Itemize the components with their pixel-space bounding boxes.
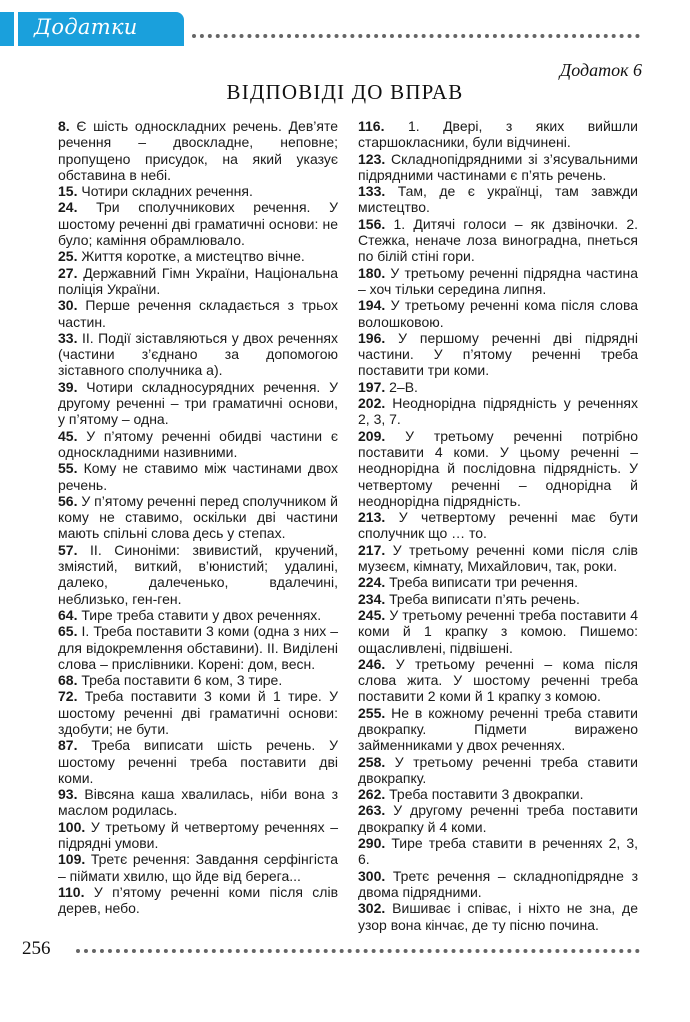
exercise-number: 262.	[358, 786, 386, 803]
exercise-number: 116.	[358, 118, 385, 134]
answer-text: У третьому реченні треба ставити двокрапку.	[358, 753, 638, 786]
answer-item	[58, 542, 338, 607]
answer-item	[358, 754, 638, 787]
answer-text: Треба виписати три речення.	[389, 574, 578, 591]
section-tab	[0, 12, 184, 46]
exercise-number: 65.	[58, 623, 78, 640]
exercise-number: 196.	[358, 329, 386, 346]
exercise-number: 33.	[58, 329, 78, 346]
answer-text: У третьому реченні кома після слова волошковою.	[358, 297, 639, 330]
answer-item	[358, 607, 638, 656]
answer-item	[358, 379, 638, 395]
answer-item	[358, 118, 638, 151]
answer-item	[58, 607, 338, 623]
answer-text: ІІ. Події зіставляються у двох реченнях (частини з’єднано за допомогою зіставного сполучника а).	[58, 329, 339, 379]
exercise-number: 258.	[358, 753, 386, 770]
answer-text: Треба поставити 3 коми й 1 тире. У шостому реченні дві граматичні основи: здобути; не бути.	[58, 688, 338, 737]
appendix-label: Додаток 6	[559, 60, 642, 80]
answer-text: Вишиває і співає, і ніхто не зна, де узор вона кінчає, де ту пісню починa.	[358, 900, 639, 933]
answer-text: Державний Гімн України, Національна поліція України.	[58, 264, 338, 297]
answer-text: Тире треба ставити в реченнях 2, 3, 6.	[358, 835, 639, 868]
footer-dotted-rule	[76, 949, 640, 953]
exercise-number: 263.	[358, 802, 386, 819]
answer-item	[358, 297, 638, 330]
answer-text: Складнопідрядними зі з’ясувальними підрядними частинами є п’ять речень.	[358, 150, 639, 183]
answer-item	[358, 574, 638, 590]
left-column	[58, 118, 338, 917]
exercise-number: 93.	[58, 786, 78, 803]
answer-item	[358, 183, 638, 216]
answer-item	[58, 330, 338, 379]
exercise-number: 213.	[358, 509, 386, 526]
exercise-number: 39.	[58, 378, 78, 395]
answer-text: Тире треба ставити у двох реченнях.	[81, 606, 322, 623]
answer-text: Три сполучникових речення. У шостому реченні дві граматичні основи: не було; каміння обрамлювало.	[58, 199, 338, 249]
answer-text: Не в кожному реченні треба ставити двокрапку. Підмети виражено займенниками у двох реченнях.	[358, 704, 638, 754]
exercise-number: 302.	[358, 900, 386, 917]
section-tab-label: Додатки	[34, 15, 138, 39]
answer-text: Третє речення – складнопідрядне з двома підрядними.	[358, 867, 638, 900]
answer-item	[358, 151, 638, 184]
exercise-number: 217.	[358, 541, 386, 558]
answer-item	[58, 884, 338, 917]
answer-item	[58, 379, 338, 428]
answer-text: 2–В.	[389, 378, 418, 395]
answer-item	[358, 265, 638, 298]
exercise-number: 56.	[58, 492, 78, 509]
answer-item	[58, 672, 338, 688]
answer-text: У четвертому реченні має бути сполучник що … то.	[358, 509, 639, 542]
exercise-number: 8.	[58, 118, 70, 134]
answer-text: Кому не ставимо між частинами двох речень.	[58, 460, 338, 493]
exercise-number: 156.	[358, 215, 386, 232]
answer-text: У першому реченні дві підрядні частини. У п’ятому реченні треба поставити три коми.	[358, 329, 639, 379]
answer-text: Чотири складносурядних речення. У другому реченні – три граматичні основи, у п’ятому – одна.	[58, 378, 339, 428]
exercise-number: 110.	[58, 883, 85, 900]
answer-item	[358, 802, 638, 835]
exercise-number: 123.	[358, 150, 386, 167]
answer-text: Треба виписати п’ять речень.	[389, 590, 580, 607]
answer-text: Перше речення складається з трьох частин.	[58, 297, 339, 330]
answer-text: Там, де є українці, там завжди мистецтво.	[358, 183, 638, 216]
answer-item	[358, 786, 638, 802]
answer-item	[358, 900, 638, 933]
exercise-number: 246.	[358, 655, 386, 672]
exercise-number: 68.	[58, 672, 78, 689]
answer-item	[58, 819, 338, 852]
exercise-number: 57.	[58, 541, 78, 558]
answer-text: У третьому реченні підрядна частина – хоч тільки середина липня.	[358, 264, 639, 297]
answer-text: У третьому реченні коми після слів музеєм, кімнату, Михайлович, так, роки.	[358, 541, 638, 575]
answer-item	[358, 330, 638, 379]
answer-item	[58, 623, 338, 672]
answer-item	[58, 460, 338, 493]
exercise-number: 55.	[58, 460, 78, 477]
exercise-number: 100.	[58, 818, 86, 835]
answer-item	[358, 428, 638, 509]
answer-text: ІІ. Синоніми: звивистий, кручений, зміястий, виткий, в’юнистий; удалині, далеко, далеченько, вдалечині, неблизько, ген-ген.	[58, 541, 339, 607]
answer-text: У п’ятому реченні коми після слів дерев, небо.	[58, 883, 339, 917]
answer-item	[58, 118, 338, 183]
answer-text: Життя коротке, а мистецтво вічне.	[81, 248, 305, 265]
exercise-number: 25.	[58, 248, 78, 265]
answer-text: У третьому й четвертому реченнях – підрядні умови.	[58, 818, 338, 852]
answer-text: 1. Двері, з яких вийшли старшокласники, були відчинені.	[358, 118, 638, 151]
answer-item	[358, 835, 638, 868]
exercise-number: 224.	[358, 574, 386, 591]
answer-text: Треба поставити 6 ком, 3 тире.	[81, 672, 283, 689]
answer-text: У третьому реченні потрібно поставити 4 коми. У цьому реченні – неоднорідна й послідовна підрядність. У четвертому реченні – однорідна й неоднорідна підрядність.	[358, 427, 639, 509]
answer-text: У третьому реченні треба поставити 4 коми й 1 крапку з комою. Пишемо: ощасливлені, підвішені.	[358, 606, 638, 656]
answer-text: Чотири складних речення.	[81, 183, 253, 200]
exercise-number: 64.	[58, 606, 78, 623]
exercise-number: 133.	[358, 183, 386, 200]
exercise-number: 234.	[358, 590, 386, 607]
answer-item	[58, 493, 338, 542]
header-dotted-rule	[192, 34, 640, 38]
exercise-number: 72.	[58, 688, 78, 705]
page-title: ВІДПОВІДІ ДО ВПРАВ	[226, 80, 464, 104]
exercise-number: 180.	[358, 264, 386, 281]
exercise-number: 24.	[58, 199, 78, 216]
answer-text: Треба виписати шість речень. У шостому реченні треба поставити дві коми.	[58, 737, 338, 786]
answer-text: І. Треба поставити 3 коми (одна з них – для відокремлення обставини). ІІ. Виділені слова – прислівники. Корені: дом, весн.	[58, 623, 339, 672]
answer-text: У п’ятому реченні обидві частини є односкладними називними.	[58, 427, 338, 460]
answer-text: Треба поставити 3 двокрапки.	[389, 786, 584, 803]
exercise-number: 45.	[58, 427, 78, 444]
answer-item	[58, 183, 338, 199]
answer-text: У другому реченні треба поставити двокрапку й 4 коми.	[358, 802, 639, 835]
answer-item	[58, 265, 338, 298]
answer-text: Вівсяна каша хвалилась, ніби вона з маслом родилась.	[58, 786, 339, 819]
page-number: 256	[22, 938, 51, 959]
answer-item	[58, 248, 338, 264]
answer-item	[358, 705, 638, 754]
exercise-number: 197.	[358, 378, 386, 395]
answer-item	[58, 688, 338, 737]
exercise-number: 194.	[358, 297, 386, 314]
answer-item	[358, 395, 638, 428]
answer-item	[358, 216, 638, 265]
exercise-number: 202.	[358, 395, 386, 412]
answer-item	[358, 591, 638, 607]
exercise-number: 30.	[58, 297, 78, 314]
answer-item	[58, 851, 338, 884]
exercise-number: 87.	[58, 737, 78, 754]
exercise-number: 255.	[358, 704, 386, 721]
exercise-number: 245.	[358, 606, 386, 623]
answer-item	[58, 199, 338, 248]
answer-text: Неоднорідна підрядність у реченнях 2, 3, 7.	[358, 395, 638, 428]
answer-text: Є шість односкладних речень. Дев’яте речення – двоскладне, неповне; пропущено присудок, на який указує обставина в небі.	[58, 118, 339, 183]
answer-item	[58, 428, 338, 461]
answer-item	[58, 297, 338, 330]
exercise-number: 15.	[58, 183, 78, 200]
exercise-number: 300.	[358, 867, 386, 884]
answer-text: У третьому реченні – кома після слова жита. У шостому реченні треба поставити 2 коми й 1 крапку з комою.	[358, 655, 638, 705]
exercise-number: 290.	[358, 835, 386, 852]
answer-item	[58, 737, 338, 786]
answer-text: У п’ятому реченні перед сполучником й кому не ставимо, оскільки дві частини мають спільні слова десь у степах.	[58, 492, 339, 542]
exercise-number: 27.	[58, 264, 78, 281]
answer-text: Третє речення: Завдання серфінгіста – піймати хвилю, що йде від берега...	[58, 851, 338, 884]
answer-item	[358, 509, 638, 542]
answer-item	[358, 656, 638, 705]
answer-item	[358, 868, 638, 901]
answer-item	[58, 786, 338, 819]
exercise-number: 109.	[58, 851, 86, 868]
answer-text: 1. Дитячі голоси – як дзвіночки. 2. Стежка, неначе лоза виноградна, пнеться по білій стіні гори.	[358, 215, 638, 265]
right-column	[358, 118, 638, 933]
answer-item	[358, 542, 638, 575]
exercise-number: 209.	[358, 427, 386, 444]
tab-accent-stripe	[0, 12, 14, 46]
